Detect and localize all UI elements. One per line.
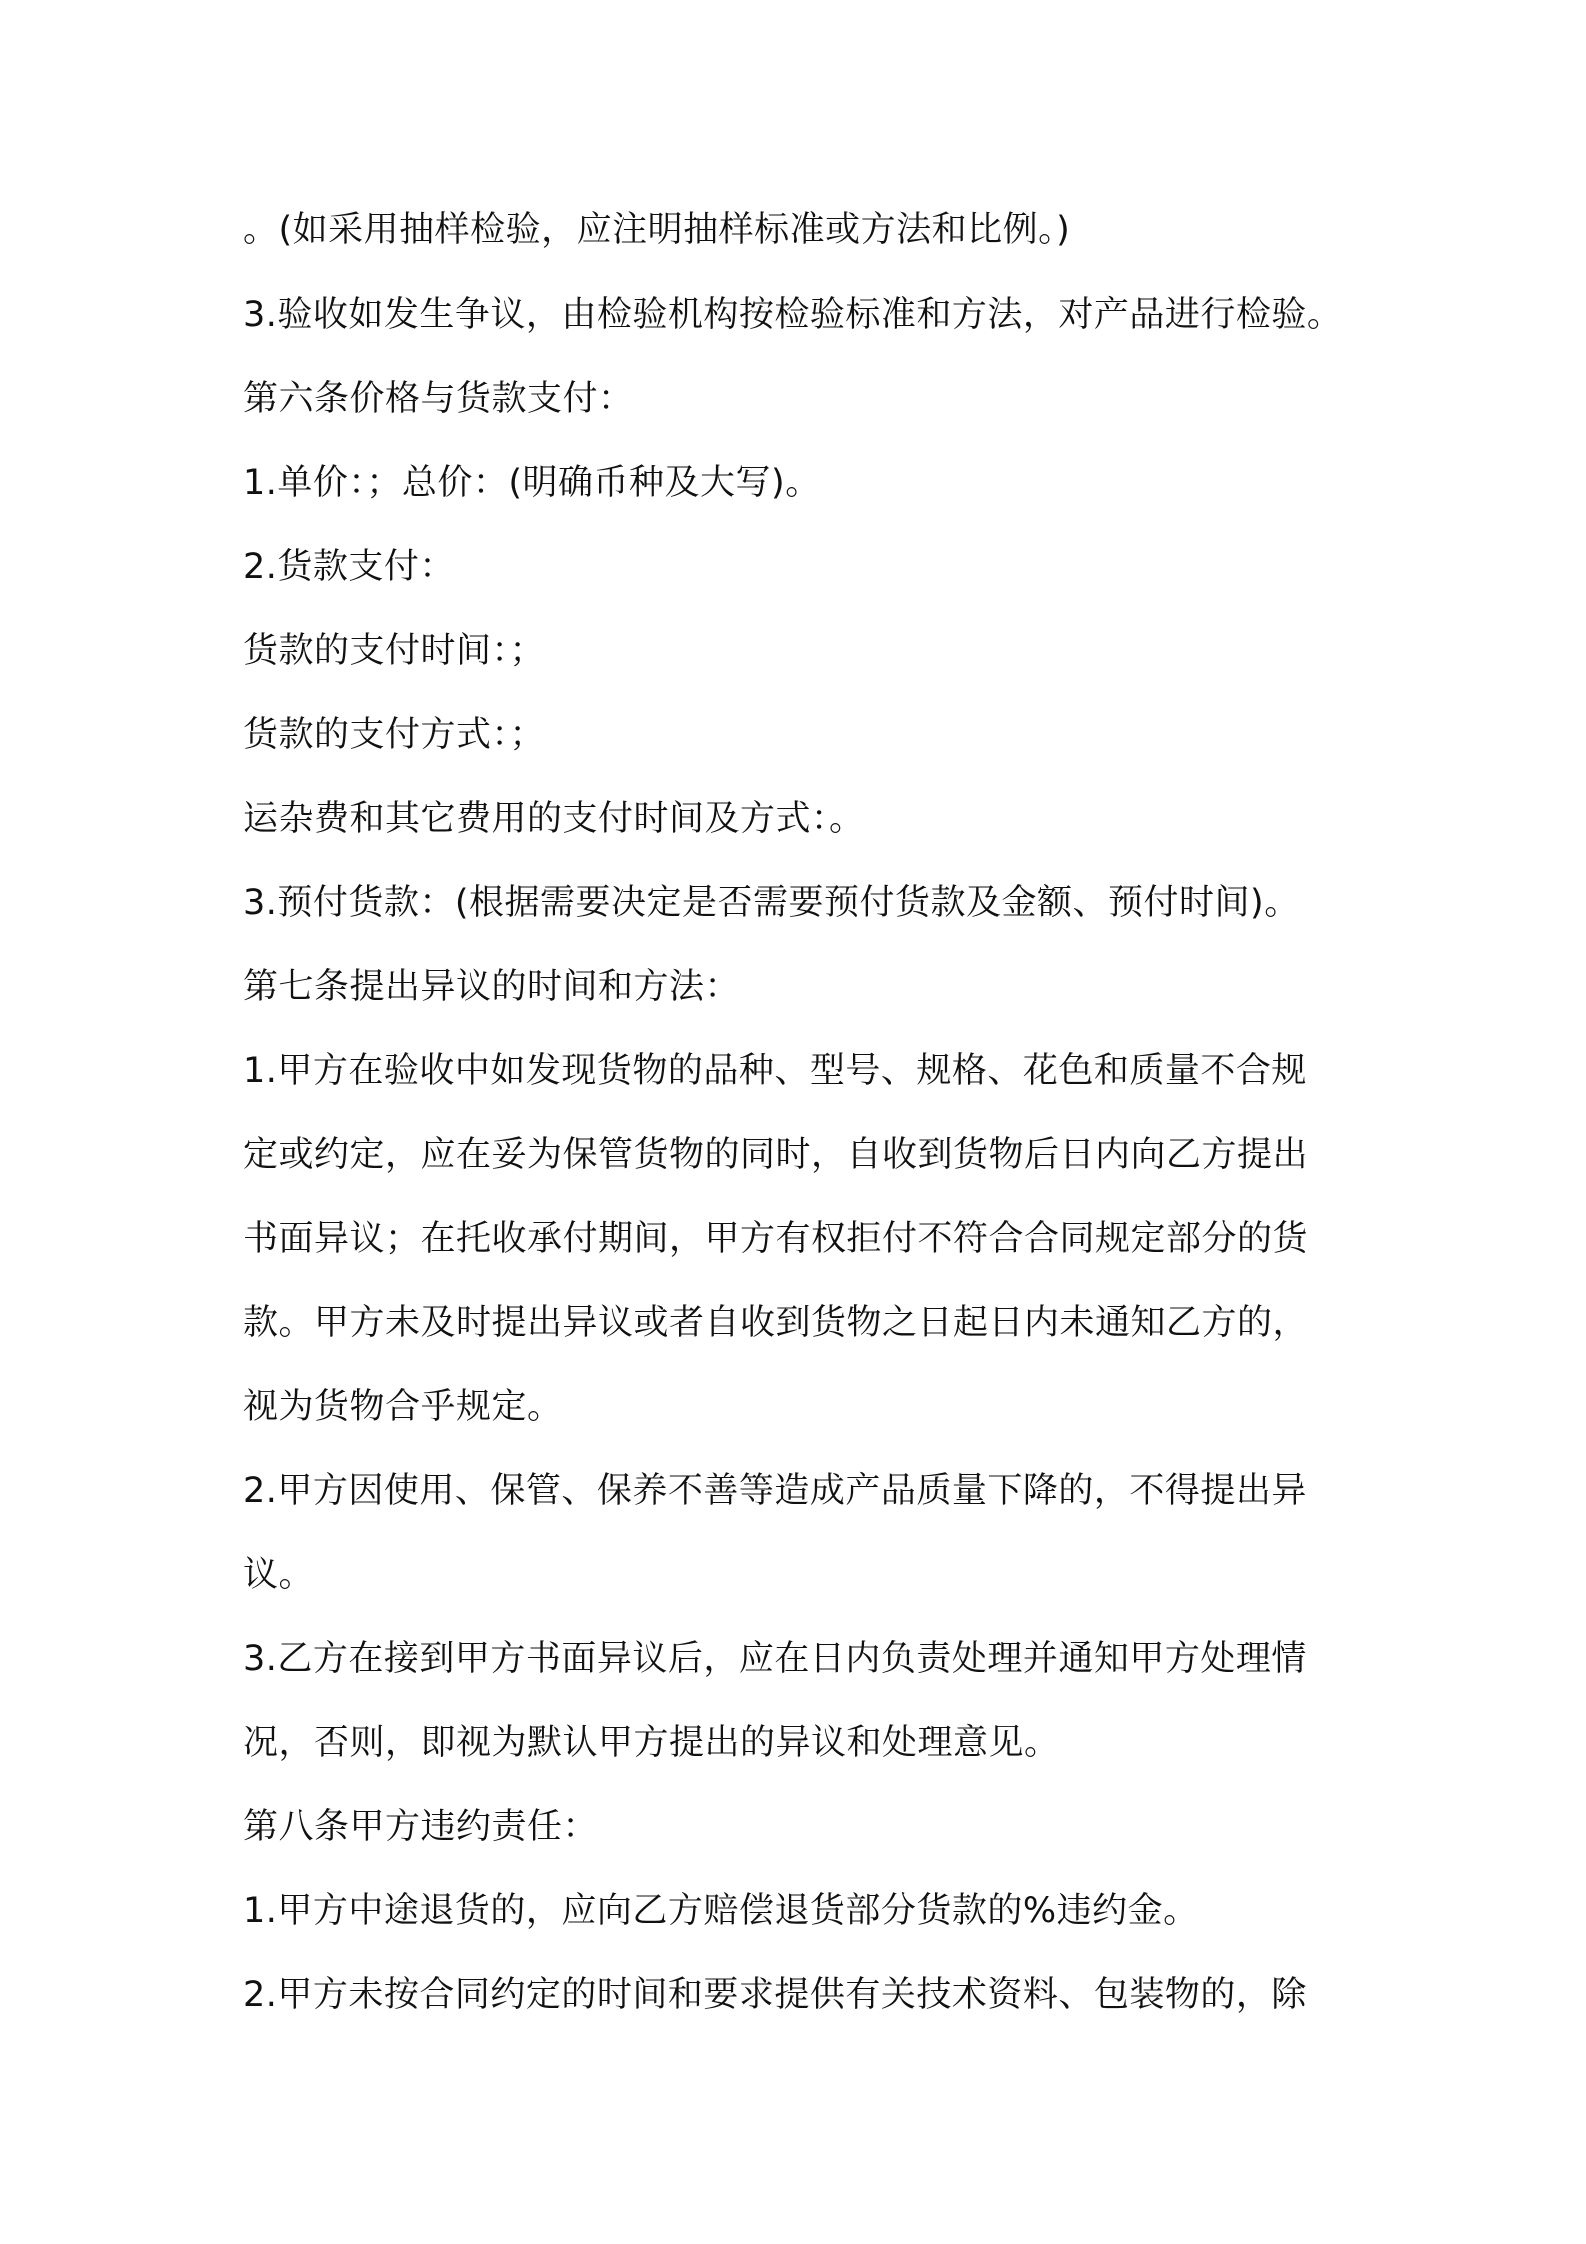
text-line: 3.验收如发生争议，由检验机构按检验标准和方法，对产品进行检验。 <box>243 295 1343 335</box>
section-heading: 第八条甲方违约责任： <box>243 1807 599 1847</box>
text-line: 1.甲方中途退货的，应向乙方赔偿退货部分货款的%违约金。 <box>243 1891 1199 1931</box>
section-heading: 第六条价格与货款支付： <box>243 379 634 419</box>
text-line: 视为货物合乎规定。 <box>243 1387 563 1427</box>
text-line: 。(如采用抽样检验，应注明抽样标准或方法和比例。) <box>243 210 1071 250</box>
text-line: 况，否则，即视为默认甲方提出的异议和处理意见。 <box>243 1723 1060 1763</box>
text-line: 议。 <box>243 1555 315 1595</box>
text-line: 3.乙方在接到甲方书面异议后，应在日内负责处理并通知甲方处理情 <box>243 1639 1307 1679</box>
text-line: 1.单价：；总价：(明确币种及大写)。 <box>243 463 821 503</box>
text-line: 款。甲方未及时提出异议或者自收到货物之日起日内未通知乙方的， <box>243 1303 1309 1343</box>
text-line: 书面异议；在托收承付期间，甲方有权拒付不符合合同规定部分的货 <box>243 1219 1309 1259</box>
text-line: 3.预付货款：(根据需要决定是否需要预付货款及金额、预付时间)。 <box>243 883 1300 923</box>
text-line: 货款的支付时间：； <box>243 631 546 671</box>
text-line: 运杂费和其它费用的支付时间及方式：。 <box>243 799 865 839</box>
text-line: 2.货款支付： <box>243 547 455 587</box>
text-line: 1.甲方在验收中如发现货物的品种、型号、规格、花色和质量不合规 <box>243 1051 1307 1091</box>
text-line: 货款的支付方式：； <box>243 715 546 755</box>
text-line: 2.甲方因使用、保管、保养不善等造成产品质量下降的，不得提出异 <box>243 1471 1307 1511</box>
text-line: 2.甲方未按合同约定的时间和要求提供有关技术资料、包装物的，除 <box>243 1975 1307 2015</box>
text-line: 定或约定，应在妥为保管货物的同时，自收到货物后日内向乙方提出 <box>243 1135 1309 1175</box>
section-heading: 第七条提出异议的时间和方法： <box>243 967 741 1007</box>
